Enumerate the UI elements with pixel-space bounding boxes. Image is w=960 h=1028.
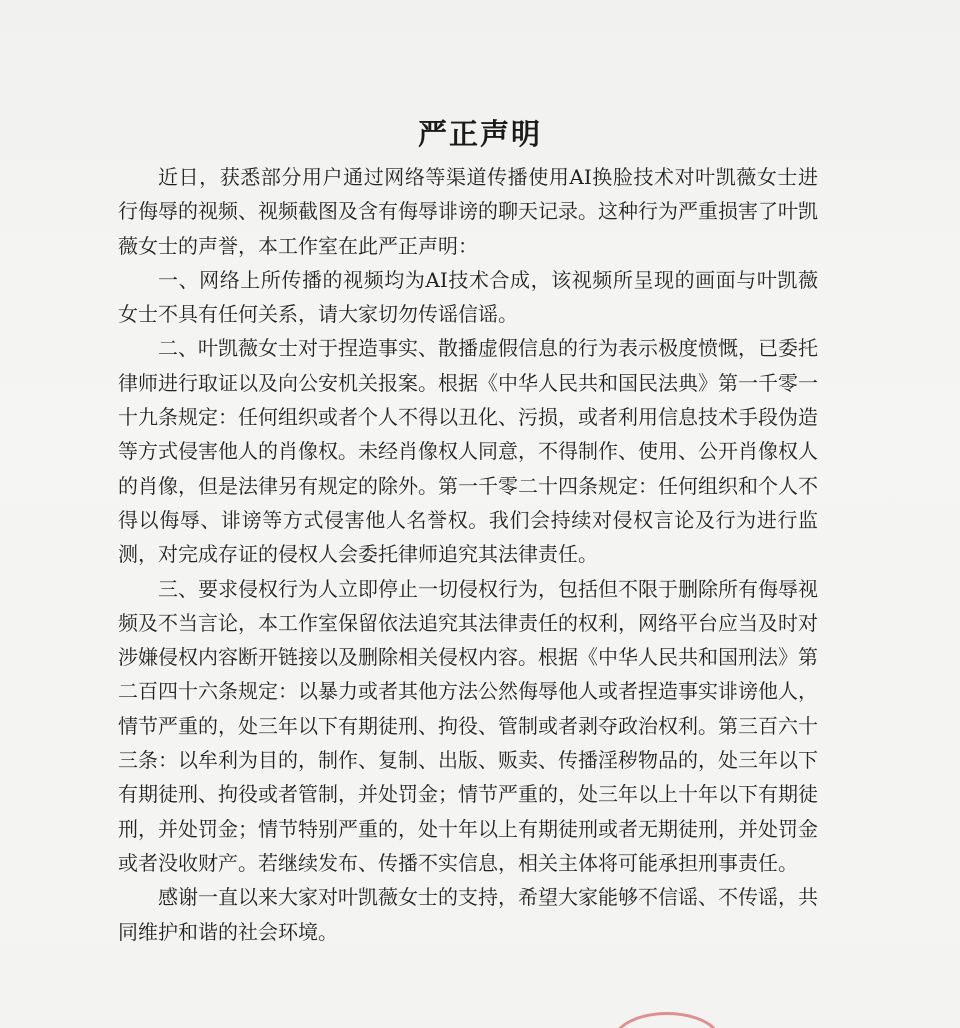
paragraph-point-1: 一、网络上所传播的视频均为AI技术合成，该视频所呈现的画面与叶凯薇女士不具有任何关系，请大家切勿传谣信谣。: [118, 267, 818, 327]
document-title: 严正声明: [417, 117, 542, 151]
document-body: [118, 160, 818, 949]
red-seal-stamp: [612, 1012, 722, 1028]
paragraph-point-2: 二、叶凯薇女士对于捏造事实、散播虚假信息的行为表示极度愤慨，已委托律师进行取证以及向公安机关报案。根据《中华人民共和国民法典》第一千零一十九条规定：任何组织或者个人不得以丑化、污损，或者利用信息技术手段伪造等方式侵害他人的肖像权。未经肖像权人同意，不得制作、使用、公开肖像权人的肖像，但是法律另有规定的除外。第一千零二十四条规定：任何组织和个人不得以侮辱、诽谤等方式侵害他人名誉权。我们会持续对侵权言论及行为进行监测，对完成存证的侵权人会委托律师追究其法律责任。: [118, 336, 818, 567]
paragraph-intro: 近日，获悉部分用户通过网络等渠道传播使用AI换脸技术对叶凯薇女士进行侮辱的视频、视频截图及含有侮辱诽谤的聊天记录。这种行为严重损害了叶凯薇女士的声誉，本工作室在此严正声明：: [118, 165, 818, 258]
paragraph-closing: 感谢一直以来大家对叶凯薇女士的支持，希望大家能够不信谣、不传谣，共同维护和谐的社会环境。: [118, 885, 818, 944]
paragraph-point-3: 三、要求侵权行为人立即停止一切侵权行为，包括但不限于删除所有侮辱视频及不当言论，本工作室保留依法追究其法律责任的权利，网络平台应当及时对涉嫌侵权内容断开链接以及删除相关侵权内容。根据《中华人民共和国刑法》第二百四十六条规定：以暴力或者其他方法公然侮辱他人或者捏造事实诽谤他人，情节严重的，处三年以下有期徒刑、拘役、管制或者剥夺政治权利。第三百六十三条：以牟利为目的，制作、复制、出版、贩卖、传播淫秽物品的，处三年以下有期徒刑、拘役或者管制，并处罚金；情节严重的，处三年以上十年以下有期徒刑，并处罚金；情节特别严重的，处十年以上有期徒刑或者无期徒刑，并处罚金或者没收财产。若继续发布、传播不实信息，相关主体将可能承担刑事责任。: [118, 576, 818, 875]
